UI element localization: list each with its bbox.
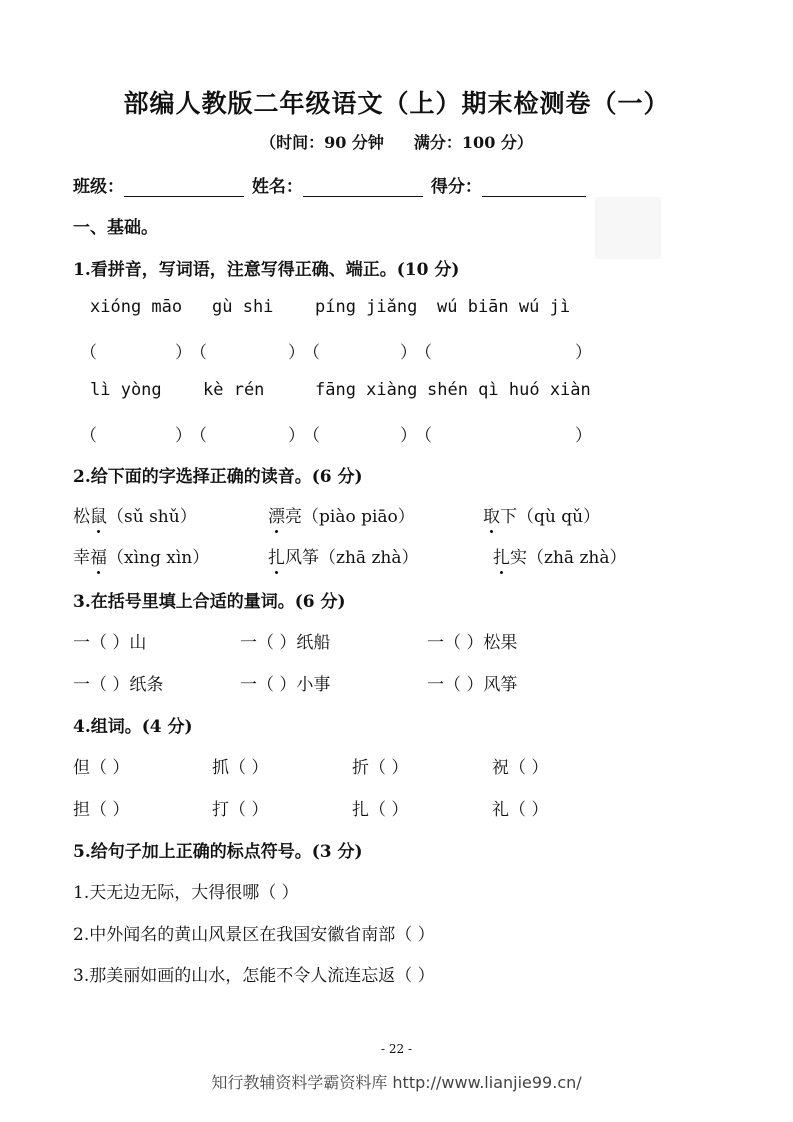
word-group-item[interactable]: 抓（ ） (212, 758, 269, 778)
score-blank[interactable] (482, 178, 586, 197)
question-1-heading: 1.看拼音，写词语，注意写得正确、端正。(10 分) (73, 260, 460, 280)
answer-box[interactable]: （ (303, 426, 320, 446)
paren-close: ） (288, 343, 305, 363)
pinyin-5: lì yòng (90, 380, 162, 400)
answer-box[interactable]: （ (190, 426, 207, 446)
answer-box[interactable]: （ (415, 343, 432, 363)
answer-box[interactable]: （ (303, 343, 320, 363)
answer-box[interactable]: （ (415, 426, 432, 446)
question-4-heading: 4.组词。(4 分) (73, 717, 193, 737)
pinyin-3: píng jiǎng (315, 297, 418, 317)
paren-close: ） (288, 426, 305, 446)
char: 风筝 (285, 548, 319, 568)
score-label: 得分： (430, 177, 482, 197)
paren-close: ） (400, 343, 417, 363)
pinyin-1: xióng māo (90, 297, 183, 317)
word-group-item[interactable]: 但（ ） (73, 758, 130, 778)
question-2-heading: 2.给下面的字选择正确的读音。(6 分) (73, 467, 363, 487)
char: 下 (500, 507, 517, 527)
pinyin-8: shén qì huó xiàn (427, 380, 591, 400)
measure-word-item[interactable]: 一（ ）纸条 (73, 675, 164, 695)
answer-box[interactable]: （ (80, 426, 97, 446)
class-label: 班级： (73, 177, 124, 197)
dotted-char: 扎 (268, 548, 285, 568)
reading-item (73, 502, 197, 527)
char: 亮 (285, 507, 302, 527)
char: 松 (73, 507, 90, 527)
dotted-char: 取 (483, 507, 500, 527)
word-group-item[interactable]: 打（ ） (212, 800, 269, 820)
answer-box[interactable]: （ (190, 343, 207, 363)
paren-close: ） (575, 343, 592, 363)
measure-word-item[interactable]: 一（ ）松果 (427, 633, 518, 653)
full-score: 满分：100 分） (413, 133, 533, 152)
time-limit: （时间：90 分钟 (260, 133, 384, 152)
question-5-heading: 5.给句子加上正确的标点符号。(3 分) (73, 842, 363, 862)
paren-close: ） (400, 426, 417, 446)
student-info (73, 172, 588, 197)
measure-word-item[interactable]: 一（ ）山 (73, 633, 147, 653)
reading-options[interactable]: （zhā zhà） (527, 548, 627, 568)
page-number: - 22 - (380, 1042, 412, 1056)
paren-close: ） (175, 426, 192, 446)
name-blank[interactable] (303, 178, 423, 197)
question-3-heading: 3.在括号里填上合适的量词。(6 分) (73, 592, 346, 612)
reading-options[interactable]: （qù qǔ） (517, 507, 601, 527)
word-group-item[interactable]: 扎（ ） (352, 800, 409, 820)
pinyin-7: fāng xiàng (315, 380, 418, 400)
reading-item (493, 543, 627, 568)
punctuation-item[interactable]: 2.中外闻名的黄山风景区在我国安徽省南部（ ） (73, 925, 435, 945)
measure-word-item[interactable]: 一（ ）小事 (240, 675, 331, 695)
measure-word-item[interactable]: 一（ ）纸船 (240, 633, 331, 653)
punctuation-item[interactable]: 3.那美丽如画的山水，怎能不令人流连忘返（ ） (73, 966, 435, 986)
reading-item (73, 543, 209, 568)
reading-item (268, 502, 415, 527)
footer-watermark: 知行教辅资料学霸资料库 http://www.lianjie99.cn/ (211, 1073, 582, 1092)
char: 实 (510, 548, 527, 568)
reading-options[interactable]: （piào piāo） (302, 507, 415, 527)
exam-meta (0, 130, 793, 153)
pinyin-2: gù shi (212, 297, 274, 317)
class-blank[interactable] (124, 178, 244, 197)
reading-options[interactable]: （sǔ shǔ） (107, 507, 197, 527)
paren-close: ） (575, 426, 592, 446)
dotted-char: 鼠 (90, 507, 107, 527)
word-group-item[interactable]: 祝（ ） (492, 758, 549, 778)
reading-item (268, 543, 419, 568)
pinyin-6: kè rén (203, 380, 265, 400)
dotted-char: 漂 (268, 507, 285, 527)
word-group-item[interactable]: 折（ ） (352, 758, 409, 778)
measure-word-item[interactable]: 一（ ）风筝 (427, 675, 518, 695)
punctuation-item[interactable]: 1.天无边无际，大得很哪（ ） (73, 883, 299, 903)
section-basics: 一、基础。 (73, 218, 158, 238)
page-title: 部编人教版二年级语文（上）期末检测卷（一） (123, 89, 670, 118)
dotted-char: 福 (90, 548, 107, 568)
reading-options[interactable]: （zhā zhà） (319, 548, 419, 568)
paren-close: ） (175, 343, 192, 363)
pinyin-4: wú biān wú jì (437, 297, 571, 317)
dotted-char: 扎 (493, 548, 510, 568)
name-label: 姓名： (251, 177, 303, 197)
word-group-item[interactable]: 礼（ ） (492, 800, 549, 820)
reading-options[interactable]: （xìng xìn） (107, 548, 210, 568)
char: 幸 (73, 548, 90, 568)
reading-item (483, 502, 600, 527)
answer-box[interactable]: （ (80, 343, 97, 363)
word-group-item[interactable]: 担（ ） (73, 800, 130, 820)
scan-smudge (595, 197, 661, 259)
